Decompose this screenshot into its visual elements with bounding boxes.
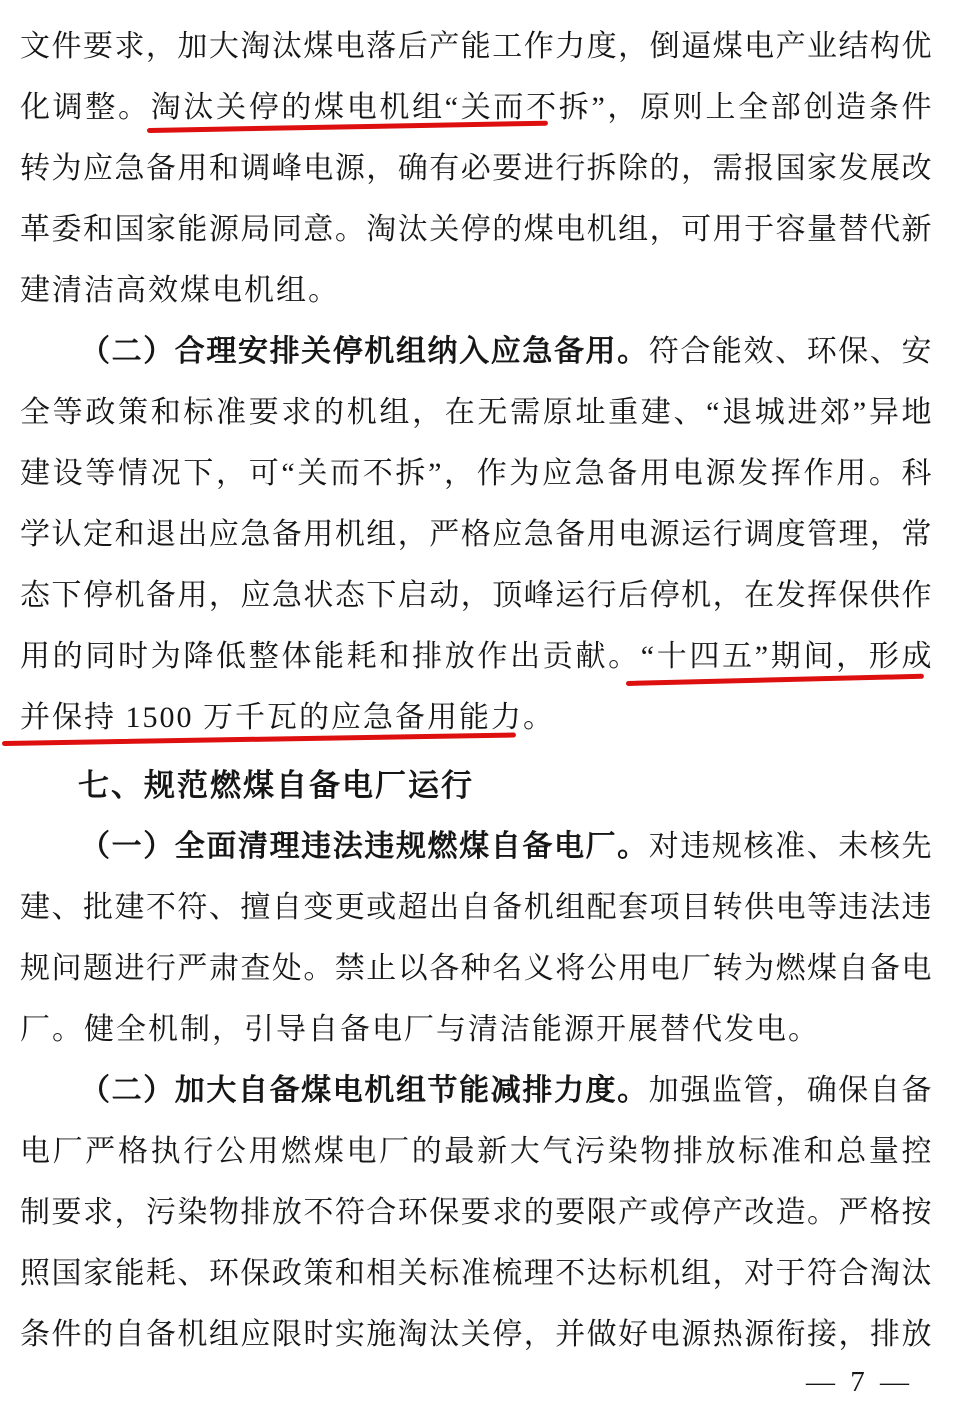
section-heading: 七、规范燃煤自备电厂运行 [78,768,474,803]
text-line: 文件要求，加大淘汰煤电落后产能工作力度，倒逼煤电产业结构优 [20,30,932,63]
text-line [20,321,932,382]
text-line: 建清洁高效煤电机组。 [20,274,340,307]
text-line: 厂。健全机制，引导自备电厂与清洁能源开展替代发电。 [20,1013,820,1046]
text-line [20,816,932,877]
paragraph-text: 符合能效、环保、安 [648,335,933,368]
text-line: 电厂严格执行公用燃煤电厂的最新大气污染物排放标准和总量控 [20,1135,932,1168]
text-line: 转为应急备用和调峰电源，确有必要进行拆除的，需报国家发展改 [20,152,932,185]
text-line: 化调整。淘汰关停的煤电机组“关而不拆”，原则上全部创造条件 [20,91,932,124]
paragraph-lead: （二）加大自备煤电机组节能减排力度。 [80,1074,649,1107]
text-line: 建、批建不符、擅自变更或超出自备机组配套项目转供电等违法违 [20,891,932,924]
text-line: 态下停机备用，应急状态下启动，顶峰运行后停机，在发挥保供作 [20,579,932,612]
text-line: 用的同时为降低整体能耗和排放作出贡献。“十四五”期间，形成 [20,640,932,673]
page-number: — 7 — [806,1366,913,1398]
document-body [20,16,932,1365]
paragraph-lead: （二）合理安排关停机组纳入应急备用。 [80,335,649,368]
paragraph-text: 对违规核准、未核先 [648,830,933,863]
text-line: 并保持 1500 万千瓦的应急备用能力。 [20,701,555,734]
text-line: 条件的自备机组应限时实施淘汰关停，并做好电源热源衔接，排放 [20,1318,932,1351]
paragraph-text: 加强监管，确保自备 [648,1074,933,1107]
text-line [20,1060,932,1121]
text-line: 规问题进行严肃查处。禁止以各种名义将公用电厂转为燃煤自备电 [20,952,932,985]
text-line: 革委和国家能源局同意。淘汰关停的煤电机组，可用于容量替代新 [20,213,932,246]
text-line: 全等政策和标准要求的机组，在无需原址重建、“退城进郊”异地 [20,396,932,429]
text-line: 学认定和退出应急备用机组，严格应急备用电源运行调度管理，常 [20,518,932,551]
text-line: 制要求，污染物排放不符合环保要求的要限产或停产改造。严格按 [20,1196,932,1229]
paragraph-lead: （一）全面清理违法违规燃煤自备电厂。 [80,830,649,863]
text-line: 照国家能耗、环保政策和相关标准梳理不达标机组，对于符合淘汰 [20,1257,932,1290]
text-line: 建设等情况下，可“关而不拆”，作为应急备用电源发挥作用。科 [20,457,932,490]
